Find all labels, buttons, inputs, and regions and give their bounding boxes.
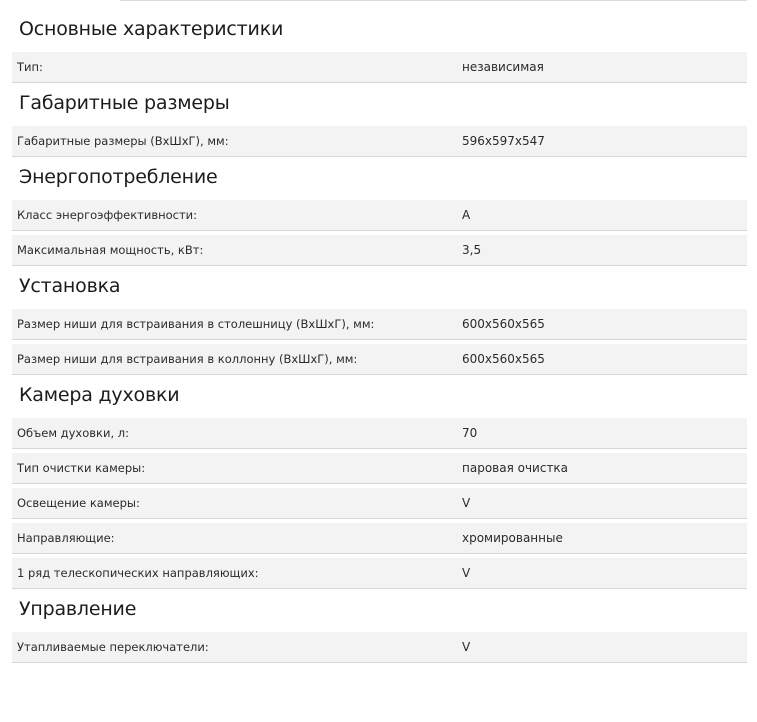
spec-row [12, 558, 747, 589]
spec-value: 600x560x565 [462, 352, 545, 366]
tab-bar-divider [120, 0, 747, 1]
spec-row [12, 344, 747, 375]
spec-label: Тип: [17, 60, 43, 74]
spec-row [12, 200, 747, 231]
spec-value: V [462, 566, 471, 580]
section-title-dimensions: Габаритные размеры [19, 92, 230, 114]
spec-value: 596x597x547 [462, 134, 545, 148]
spec-label: Размер ниши для встраивания в столешницу (ВхШхГ), мм: [17, 317, 375, 331]
specifications-table [12, 9, 747, 663]
spec-label: Габаритные размеры (ВхШхГ), мм: [17, 134, 229, 148]
section-title-controls: Управление [19, 598, 137, 620]
spec-label: Размер ниши для встраивания в коллонну (ВхШхГ), мм: [17, 352, 358, 366]
spec-value: независимая [462, 60, 544, 74]
spec-label: Утапливаемые переключатели: [17, 640, 209, 654]
section-title-basic: Основные характеристики [19, 18, 284, 40]
spec-row [12, 126, 747, 157]
spec-value: 600x560x565 [462, 317, 545, 331]
spec-row [12, 418, 747, 449]
spec-label: Максимальная мощность, кВт: [17, 243, 204, 257]
spec-label: Тип очистки камеры: [17, 461, 146, 475]
spec-label: Освещение камеры: [17, 496, 140, 510]
spec-row [12, 453, 747, 484]
spec-value: 70 [462, 426, 478, 440]
spec-label: Объем духовки, л: [17, 426, 130, 440]
section-title-energy: Энергопотребление [19, 166, 218, 188]
spec-row [12, 632, 747, 663]
spec-label: Класс энергоэффективности: [17, 208, 198, 222]
spec-value: A [462, 208, 471, 222]
spec-row [12, 309, 747, 340]
spec-row [12, 523, 747, 554]
spec-label: Направляющие: [17, 531, 115, 545]
spec-value: паровая очистка [462, 461, 569, 475]
spec-value: 3,5 [462, 243, 482, 257]
spec-label: 1 ряд телескопических направляющих: [17, 566, 259, 580]
spec-value: V [462, 496, 471, 510]
section-title-oven-chamber: Камера духовки [19, 384, 180, 406]
spec-row [12, 235, 747, 266]
spec-value: V [462, 640, 471, 654]
section-title-installation: Установка [19, 275, 121, 297]
spec-row [12, 488, 747, 519]
spec-row [12, 52, 747, 83]
spec-value: хромированные [462, 531, 563, 545]
